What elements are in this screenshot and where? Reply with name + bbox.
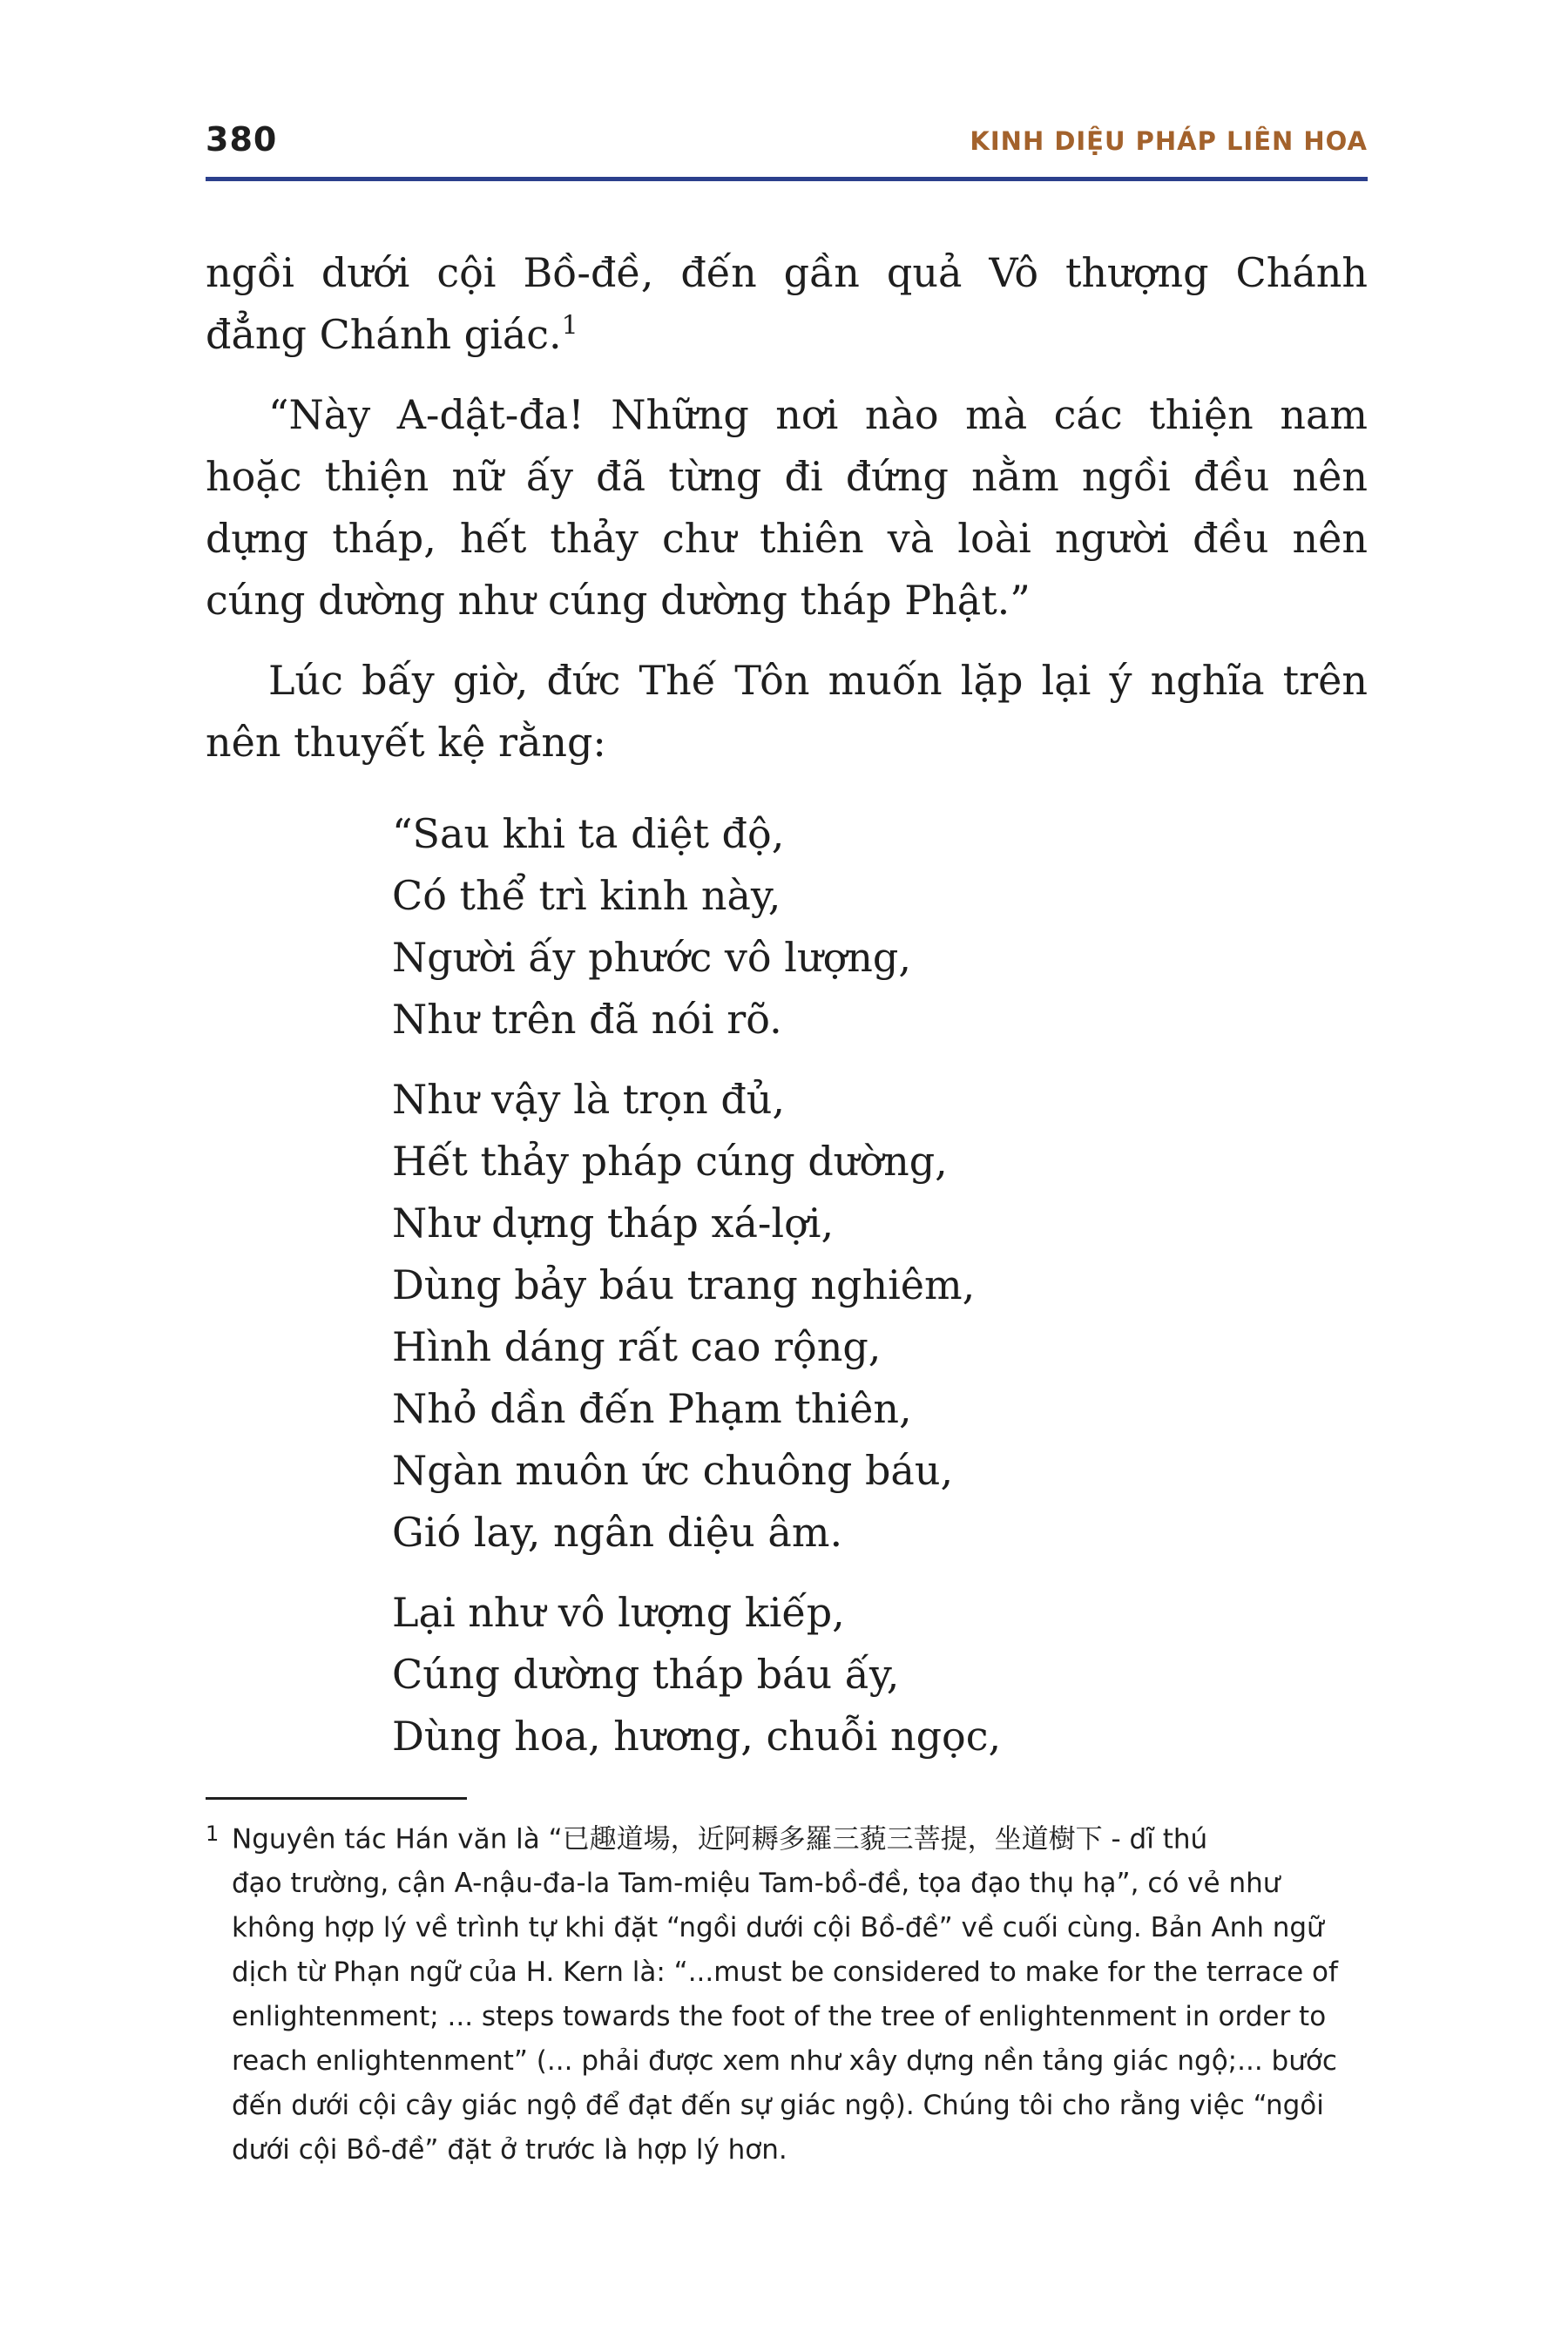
paragraph-3 (206, 650, 1368, 774)
verse-line: Dùng bảy báu trang nghiêm, (392, 1261, 976, 1308)
footnote-line: enlightenment; ... steps towards the foot of the tree of enlightenment in order to (232, 2001, 1327, 2033)
verse-line: Cúng dường tháp báu ấy, (392, 1651, 900, 1698)
text-line: “Này A-dật-đa! Những nơi nào mà các thiện nam (268, 391, 1368, 438)
paragraph-2 (206, 384, 1368, 632)
footnote-line: reach enlightenment” (... phải được xem như xây dựng nền tảng giác ngộ;... bước (232, 2045, 1337, 2078)
verse-line: Lại như vô lượng kiếp, (392, 1589, 845, 1636)
text-line: cúng dường như cúng dường tháp Phật.” (206, 577, 1031, 624)
footnote-line: dịch từ Phạn ngữ của H. Kern là: “...must be considered to make for the terrace of (232, 1957, 1338, 1989)
verse-stanza-3 (392, 1582, 1001, 1767)
verse-line: Có thể trì kinh này, (392, 872, 781, 919)
footnote-reference[interactable]: 1 (561, 310, 578, 341)
footnote-mark: 1 (206, 1821, 220, 1846)
verse-stanza-1 (392, 803, 1001, 1051)
text-line: nên thuyết kệ rằng: (206, 719, 606, 766)
verse-line: Như dựng tháp xá-lợi, (392, 1200, 835, 1247)
footnote-line: 1 Nguyên tác Hán văn là “已趣道場，近阿耨多羅三藐三菩提，坐道樹下 - dĩ thú (206, 1812, 1368, 1862)
footnote-line: dưới cội Bồ-đề” đặt ở trước là hợp lý hơn. (232, 2134, 787, 2166)
page-number: 380 (206, 120, 278, 159)
verse-line: Như vậy là trọn đủ, (392, 1076, 786, 1123)
paragraph-1 (206, 242, 1368, 366)
body-text (206, 242, 1368, 792)
footnote-line: đạo trường, cận A-nậu-đa-la Tam-miệu Tam-bồ-đề, tọa đạo thụ hạ”, có vẻ như (232, 1868, 1281, 1900)
text-line: ngồi dưới cội Bồ-đề, đến gần quả Vô thượng Chánh (206, 249, 1368, 296)
verse-line: Nhỏ dần đến Phạm thiên, (392, 1385, 912, 1432)
verse-block (392, 803, 1001, 1786)
book-title: KINH DIỆU PHÁP LIÊN HOA (970, 126, 1368, 156)
verse-line: Người ấy phước vô lượng, (392, 934, 911, 981)
verse-line: Như trên đã nói rõ. (392, 996, 782, 1043)
verse-line: Dùng hoa, hương, chuỗi ngọc, (392, 1713, 1002, 1760)
text-line: đẳng Chánh giác.$^1$ (206, 310, 578, 358)
text-line: dựng tháp, hết thảy chư thiên và loài người đều nên (206, 515, 1368, 562)
verse-line: Hình dáng rất cao rộng, (392, 1323, 882, 1370)
footnote-line: đến dưới cội cây giác ngộ để đạt đến sự giác ngộ). Chúng tôi cho rằng việc “ngồi (232, 2090, 1324, 2122)
text-line: Lúc bấy giờ, đức Thế Tôn muốn lặp lại ý nghĩa trên (268, 657, 1368, 704)
footnote-rule (206, 1797, 467, 1800)
verse-line: Hết thảy pháp cúng dường, (392, 1138, 948, 1185)
text-line: hoặc thiện nữ ấy đã từng đi đứng nằm ngồi đều nên (206, 453, 1368, 500)
verse-line: “Sau khi ta diệt độ, (392, 810, 785, 857)
verse-line: Gió lay, ngân diệu âm. (392, 1509, 843, 1556)
header-rule (206, 177, 1368, 181)
footnote-line: không hợp lý về trình tự khi đặt “ngồi dưới cội Bồ-đề” về cuối cùng. Bản Anh ngữ (232, 1912, 1324, 1944)
footnote (206, 1812, 1368, 2173)
verse-stanza-2 (392, 1069, 1001, 1564)
verse-line: Ngàn muôn ức chuông báu, (392, 1447, 954, 1494)
